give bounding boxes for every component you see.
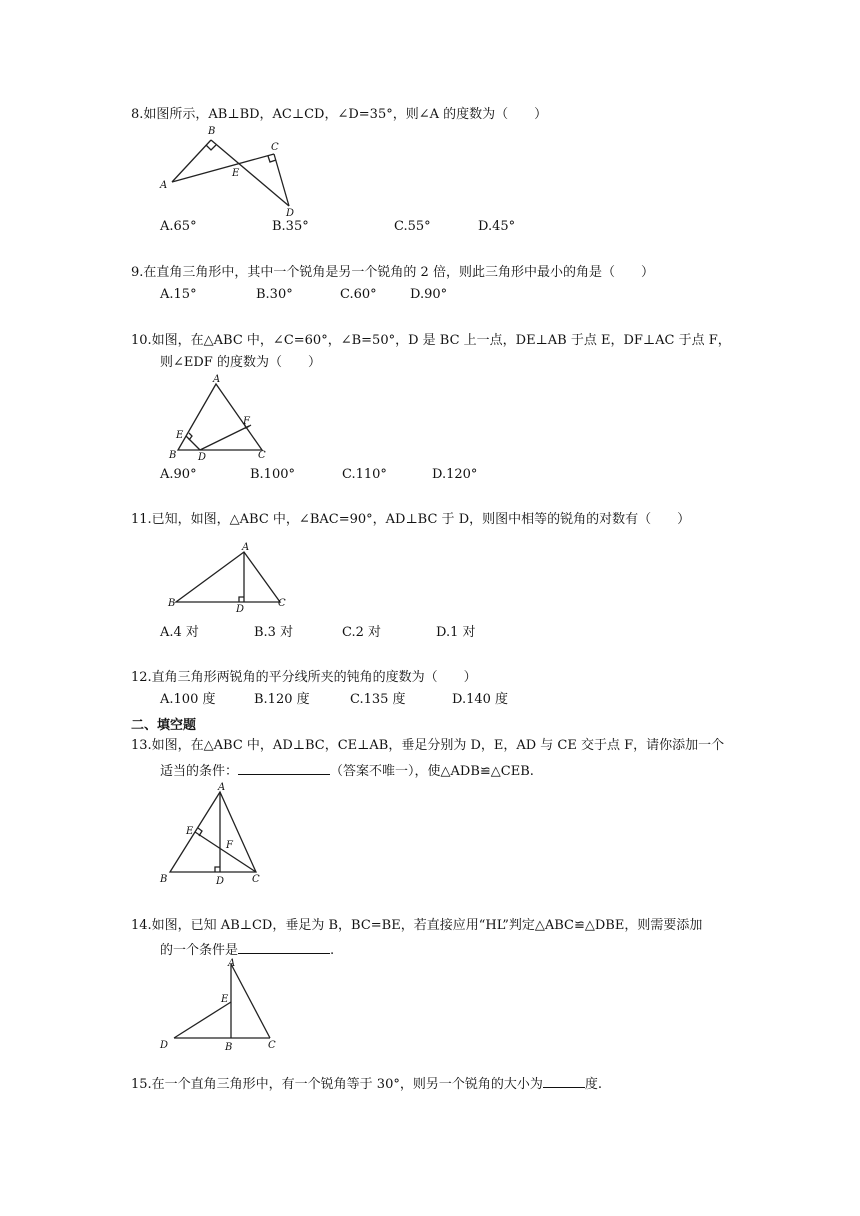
q8-option-a[interactable]: A.65° [160, 219, 197, 234]
q11-option-d[interactable]: D.1 对 [436, 625, 476, 640]
q8-option-c[interactable]: C.55° [394, 219, 431, 234]
question-8-figure [150, 124, 300, 219]
fig14-label-e: E [221, 994, 229, 1005]
question-11-stem: 11.已知，如图，△ABC 中，∠BAC=90°，AD⊥BC 于 D，则图中相等的锐角的对数有（ ） [131, 512, 691, 527]
q14-text-after: . [330, 943, 335, 958]
section-title: 二、填空题 [131, 718, 197, 733]
question-14-stem-line1: 14.如图，已知 AB⊥CD，垂足为 B，BC=BE，若直接应用“HL”判定△ABC≌△DBE，则需要添加 [131, 918, 703, 933]
question-15-stem [131, 1073, 602, 1094]
q14-text-before: 的一个条件是 [160, 943, 239, 958]
q11-option-a[interactable]: A.4 对 [160, 625, 199, 640]
q9-option-a[interactable]: A.15° [160, 287, 197, 302]
q9-option-c[interactable]: C.60° [340, 287, 377, 302]
fig8-label-b: B [208, 126, 216, 137]
fig11-label-a: A [242, 542, 250, 553]
fig14-label-a: A [228, 958, 236, 969]
question-10-stem-line1: 10.如图，在△ABC 中，∠C=60°，∠B=50°，D 是 BC 上一点，DE⊥AB 于点 E，DF⊥AC 于点 F， [131, 333, 731, 348]
q10-option-d[interactable]: D.120° [432, 467, 478, 482]
q11-option-b[interactable]: B.3 对 [254, 625, 294, 640]
fig10-label-e: E [176, 430, 184, 441]
q10-option-c[interactable]: C.110° [342, 467, 387, 482]
q13-text-after: （答案不唯一），使△ADB≌△CEB. [330, 764, 534, 779]
q8-option-b[interactable]: B.35° [272, 219, 309, 234]
q12-option-a[interactable]: A.100 度 [160, 692, 216, 707]
fig11-label-b: B [168, 598, 176, 609]
fig10-label-a: A [213, 374, 221, 385]
q12-option-d[interactable]: D.140 度 [452, 692, 509, 707]
q15-text-before: 15.在一个直角三角形中，有一个锐角等于 30°，则另一个锐角的大小为 [131, 1077, 543, 1092]
q12-option-c[interactable]: C.135 度 [350, 692, 406, 707]
fig10-label-d: D [198, 452, 207, 463]
fig13-label-b: B [160, 874, 168, 885]
q11-option-c[interactable]: C.2 对 [342, 625, 382, 640]
fig8-label-c: C [271, 142, 279, 153]
fig10-label-b: B [169, 450, 177, 461]
fig8-label-e: E [232, 168, 240, 179]
question-13-figure [156, 780, 268, 888]
fig8-label-a: A [160, 180, 168, 191]
fig11-label-c: C [278, 598, 286, 609]
question-10-stem-line2: 则∠EDF 的度数为（ ） [160, 355, 321, 370]
question-9-stem: 9.在直角三角形中，其中一个锐角是另一个锐角的 2 倍，则此三角形中最小的角是（ ） [131, 265, 654, 280]
q10-option-a[interactable]: A.90° [160, 467, 197, 482]
fig13-label-a: A [218, 782, 226, 793]
q9-option-b[interactable]: B.30° [256, 287, 293, 302]
question-14-figure [156, 956, 286, 1052]
q10-option-b[interactable]: B.100° [250, 467, 295, 482]
q8-option-d[interactable]: D.45° [478, 219, 516, 234]
fig13-label-d: D [216, 876, 225, 887]
fig10-label-c: C [258, 450, 266, 461]
fig14-label-d: D [160, 1040, 169, 1051]
q12-option-b[interactable]: B.120 度 [254, 692, 310, 707]
fig14-label-b: B [225, 1042, 233, 1053]
fig13-label-e: E [186, 826, 194, 837]
question-8-stem: 8.如图所示，AB⊥BD，AC⊥CD，∠D=35°，则∠A 的度数为（ ） [131, 107, 548, 122]
question-11-figure [166, 540, 296, 614]
fig14-label-c: C [268, 1040, 276, 1051]
question-13-stem-line1: 13.如图，在△ABC 中，AD⊥BC，CE⊥AB，垂足分别为 D，E，AD 与 CE 交于点 F，请你添加一个 [131, 738, 725, 753]
fig8-label-d: D [286, 208, 295, 219]
question-13-stem-line2 [160, 760, 534, 781]
question-12-stem: 12.直角三角形两锐角的平分线所夹的钝角的度数为（ ） [131, 670, 477, 685]
fig13-label-c: C [252, 874, 260, 885]
q13-text-before: 适当的条件： [160, 764, 239, 779]
fig10-label-f: F [243, 416, 250, 427]
q15-text-after: 度. [584, 1077, 602, 1092]
fig13-label-f: F [226, 840, 233, 851]
q14-answer-blank[interactable] [238, 939, 330, 954]
q13-answer-blank[interactable] [238, 760, 330, 775]
fig11-label-d: D [236, 604, 245, 615]
q9-option-d[interactable]: D.90° [410, 287, 448, 302]
question-10-figure [166, 374, 276, 463]
q15-answer-blank[interactable] [543, 1073, 585, 1088]
